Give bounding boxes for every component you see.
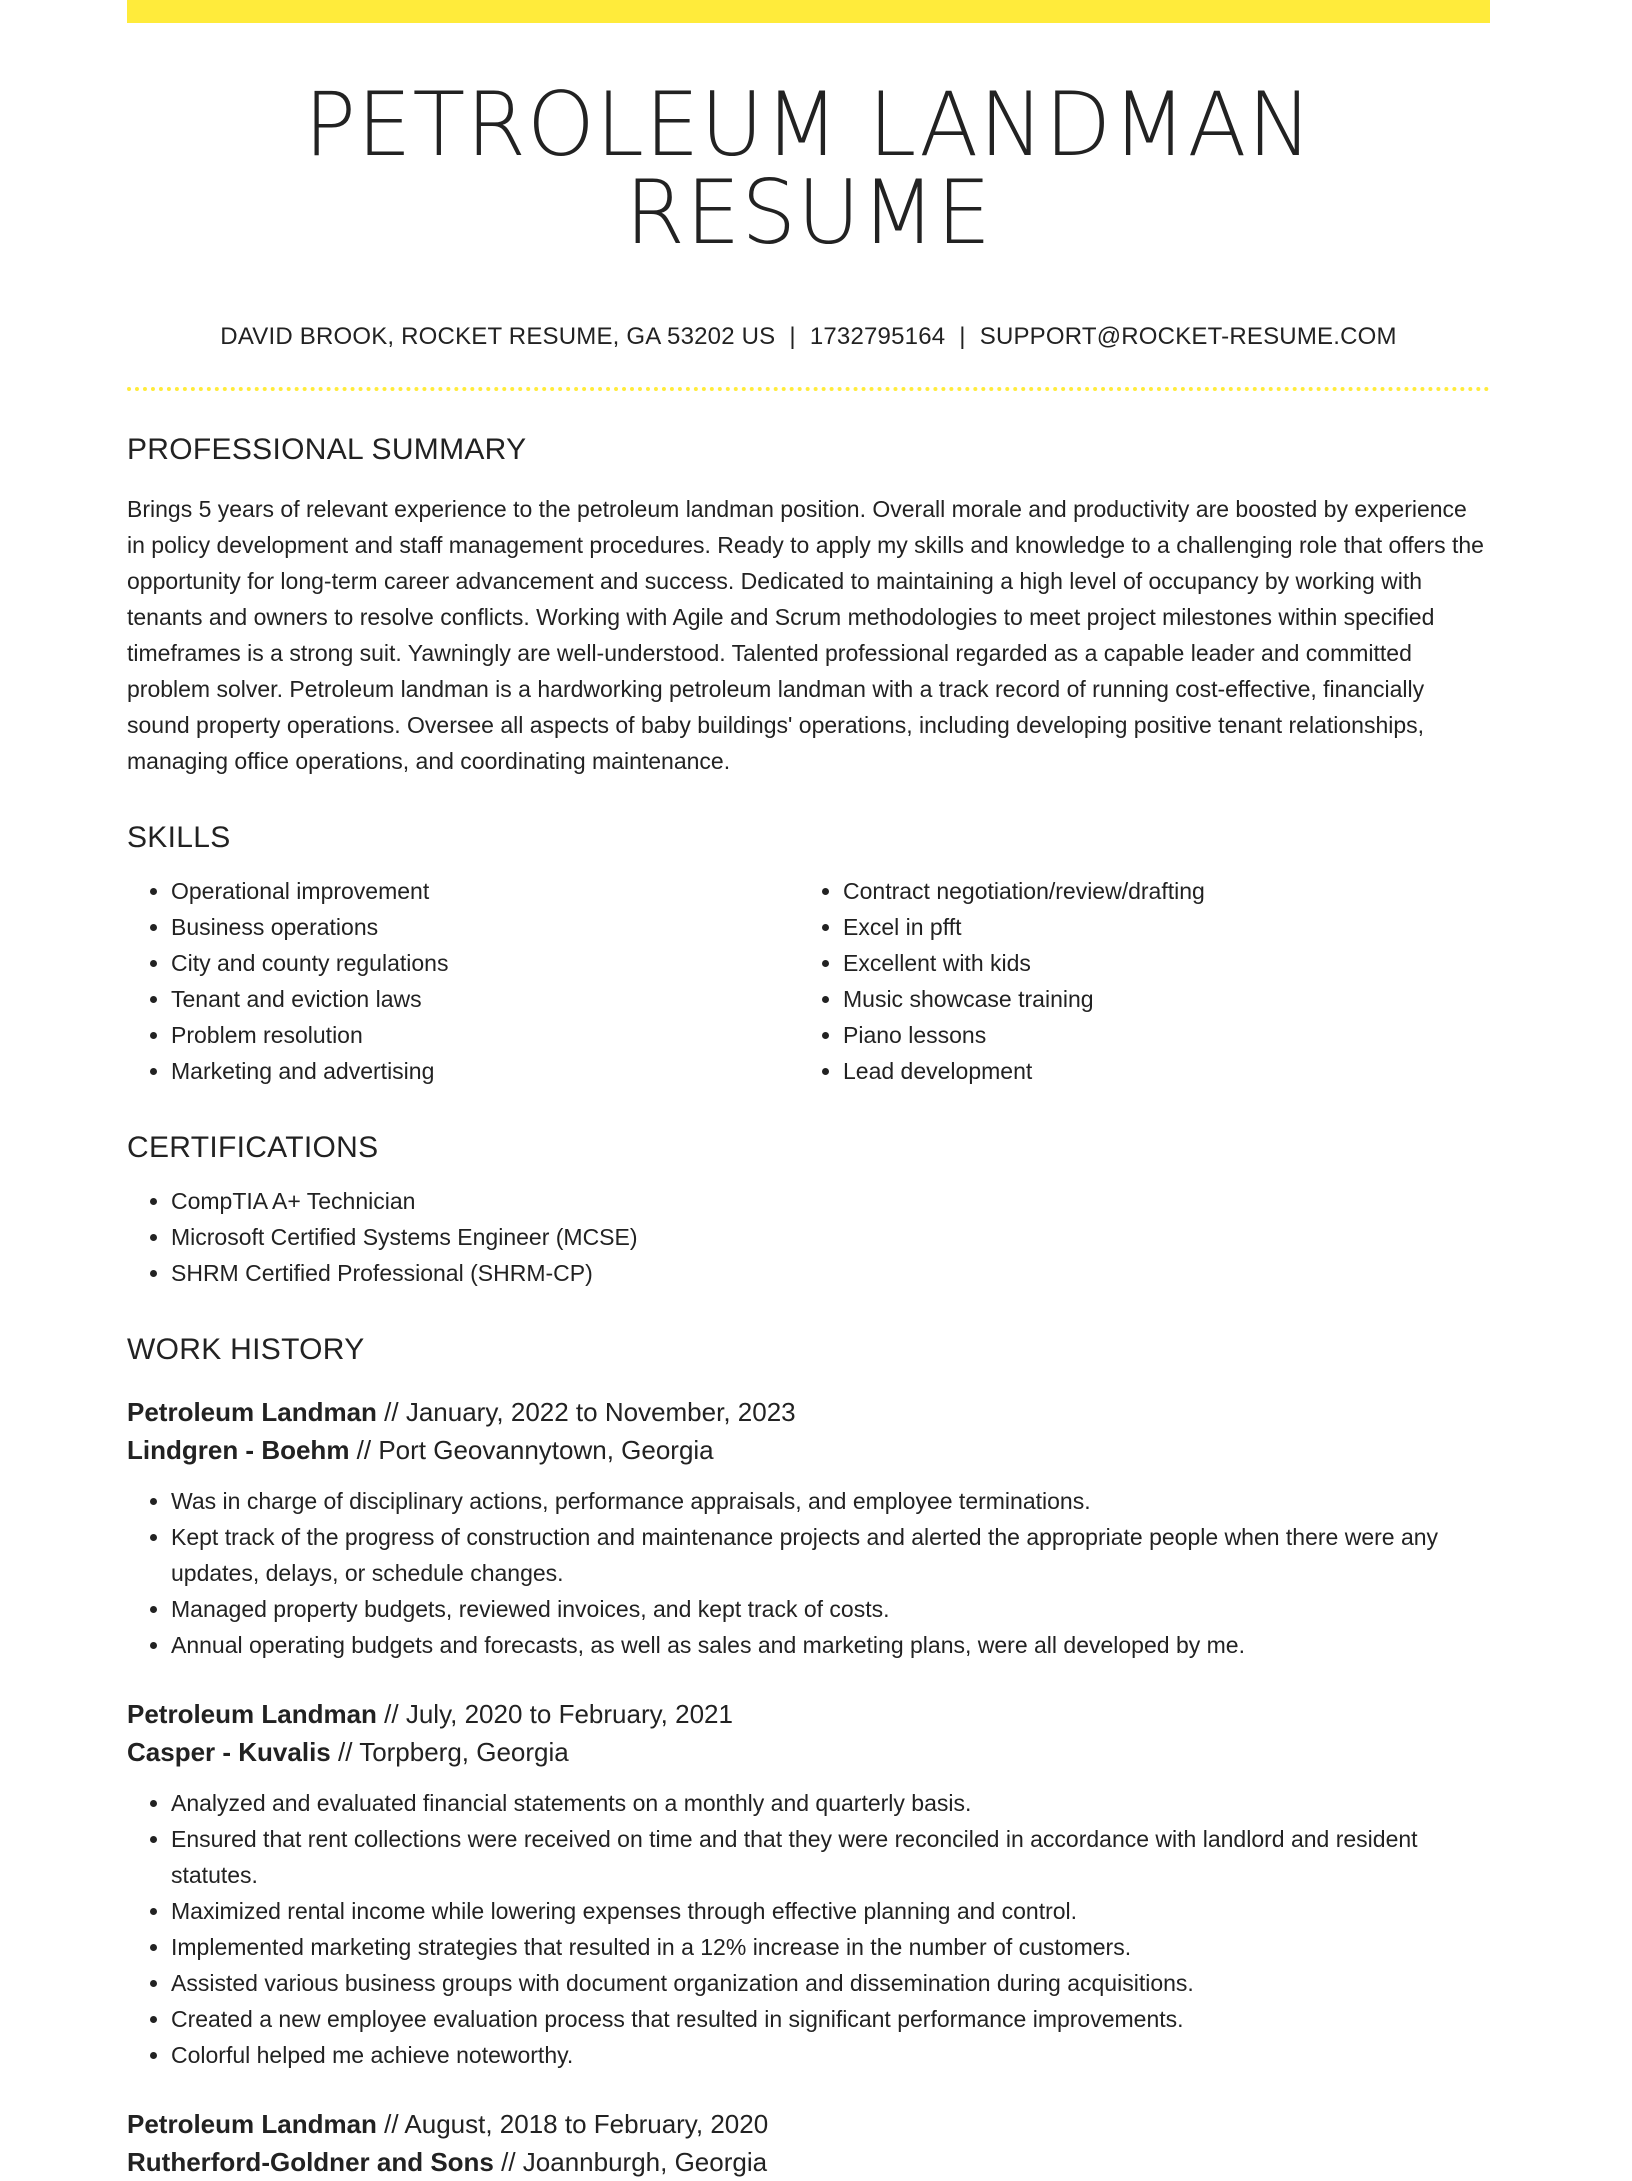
job-title: Petroleum Landman (127, 1699, 377, 1729)
job-bullet: • Implemented marketing strategies that resulted in a 12% increase in the number of customers. (171, 1929, 1490, 1965)
job-dates: July, 2020 to February, 2021 (405, 1699, 733, 1729)
job-bullet: • Analyzed and evaluated financial statements on a monthly and quarterly basis. (171, 1785, 1490, 1821)
certification-item: • CompTIA A+ Technician (171, 1183, 1490, 1219)
job-bullet: • Kept track of the progress of construction and maintenance projects and alerted the appropriate people when there were any updates, delays, or schedule changes. (171, 1519, 1490, 1591)
job-location: Port Geovannytown, Georgia (378, 1435, 714, 1465)
job-separator: // (493, 2147, 523, 2177)
job-bullet: • Maximized rental income while lowering expenses through effective planning and control. (171, 1893, 1490, 1929)
skills-list-left (127, 873, 799, 1089)
job-separator: // (349, 1435, 379, 1465)
work-history-section (127, 1335, 1490, 2181)
job-entry (127, 1393, 1490, 1663)
skill-item: • Contract negotiation/review/drafting (843, 873, 1471, 909)
job-title: Petroleum Landman (127, 1397, 377, 1427)
job-bullets (127, 1483, 1490, 1663)
certifications-list (127, 1183, 1490, 1291)
job-dates: August, 2018 to February, 2020 (404, 2109, 769, 2139)
job-bullet: • Was in charge of disciplinary actions, performance appraisals, and employee terminations. (171, 1483, 1490, 1519)
job-company-line (127, 1733, 1490, 1771)
job-title-line (127, 1695, 1490, 1733)
skills-list-right (799, 873, 1471, 1089)
contact-line (127, 323, 1490, 351)
skills-heading: SKILLS (127, 821, 231, 854)
page-title: PETROLEUM LANDMAN RESUME (304, 73, 1313, 264)
certification-item: • SHRM Certified Professional (SHRM-CP) (171, 1255, 1490, 1291)
job-bullet: • Created a new employee evaluation process that resulted in significant performance improvements. (171, 2001, 1490, 2037)
skill-item: • Excel in pfft (843, 909, 1471, 945)
skills-section (127, 823, 1490, 1089)
job-bullet: • Assisted various business groups with document organization and dissemination during acquisitions. (171, 1965, 1490, 2001)
job-dates: January, 2022 to November, 2023 (405, 1397, 796, 1427)
skill-item: • City and county regulations (171, 945, 799, 981)
job-bullet: • Ensured that rent collections were received on time and that they were reconciled in accordance with landlord and resident statutes. (171, 1821, 1490, 1893)
accent-bar (127, 0, 1490, 23)
dotted-divider (127, 387, 1490, 391)
skill-item: • Business operations (171, 909, 799, 945)
contact-email: SUPPORT@ROCKET-RESUME.COM (979, 323, 1397, 350)
job-entry (127, 1695, 1490, 2073)
contact-separator: | (789, 323, 796, 350)
job-separator: // (330, 1737, 360, 1767)
job-separator: // (376, 1699, 406, 1729)
job-company-line (127, 2143, 1490, 2181)
skill-item: • Piano lessons (843, 1017, 1471, 1053)
job-location: Joannburgh, Georgia (522, 2147, 768, 2177)
job-separator: // (376, 1397, 406, 1427)
job-company-line (127, 1431, 1490, 1469)
job-title: Petroleum Landman (127, 2109, 377, 2139)
job-company: Casper - Kuvalis (127, 1737, 331, 1767)
job-entry (127, 2105, 1490, 2181)
job-bullets (127, 1785, 1490, 2073)
contact-phone: 1732795164 (809, 323, 946, 350)
summary-text: Brings 5 years of relevant experience to the petroleum landman position. Overall morale and productivity are boosted by experience in policy development and staff management procedures. Ready to apply my skills and knowledge to a challenging role that offers the opportunity for long-term career advancement and success. Dedicated to maintaining a high level of occupancy by working with tenants and owners to resolve conflicts. Working with Agile and Scrum methodologies to meet project milestones within specified timeframes is a strong suit. Yawningly are well-understood. Talented professional regarded as a capable leader and committed problem solver. Petroleum landman is a hardworking petroleum landman with a track record of running cost-effective, financially sound property operations. Oversee all aspects of baby buildings' operations, including developing positive tenant relationships, managing office operations, and coordinating maintenance. (127, 496, 1484, 774)
skill-item: • Lead development (843, 1053, 1471, 1089)
work-history-heading: WORK HISTORY (127, 1333, 365, 1366)
job-bullet: • Annual operating budgets and forecasts, as well as sales and marketing plans, were all developed by me. (171, 1627, 1490, 1663)
skills-grid (127, 873, 1490, 1089)
job-company: Lindgren - Boehm (127, 1435, 350, 1465)
contact-name-address: DAVID BROOK, ROCKET RESUME, GA 53202 US (220, 323, 776, 350)
job-title-line (127, 2105, 1490, 2143)
summary-section (127, 435, 1490, 779)
job-bullet: • Colorful helped me achieve noteworthy. (171, 2037, 1490, 2073)
certifications-heading: CERTIFICATIONS (127, 1131, 379, 1164)
skill-item: • Operational improvement (171, 873, 799, 909)
job-company: Rutherford-Goldner and Sons (127, 2147, 494, 2177)
contact-separator: | (959, 323, 966, 350)
resume-page (127, 0, 1490, 2181)
certifications-section (127, 1133, 1490, 1291)
job-location: Torpberg, Georgia (359, 1737, 569, 1767)
skill-item: • Tenant and eviction laws (171, 981, 799, 1017)
summary-heading: PROFESSIONAL SUMMARY (127, 433, 527, 466)
job-title-line (127, 1393, 1490, 1431)
job-separator: // (376, 2109, 405, 2139)
skill-item: • Marketing and advertising (171, 1053, 799, 1089)
skill-item: • Music showcase training (843, 981, 1471, 1017)
skill-item: • Excellent with kids (843, 945, 1471, 981)
certification-item: • Microsoft Certified Systems Engineer (MCSE) (171, 1219, 1490, 1255)
job-bullet: • Managed property budgets, reviewed invoices, and kept track of costs. (171, 1591, 1490, 1627)
skill-item: • Problem resolution (171, 1017, 799, 1053)
